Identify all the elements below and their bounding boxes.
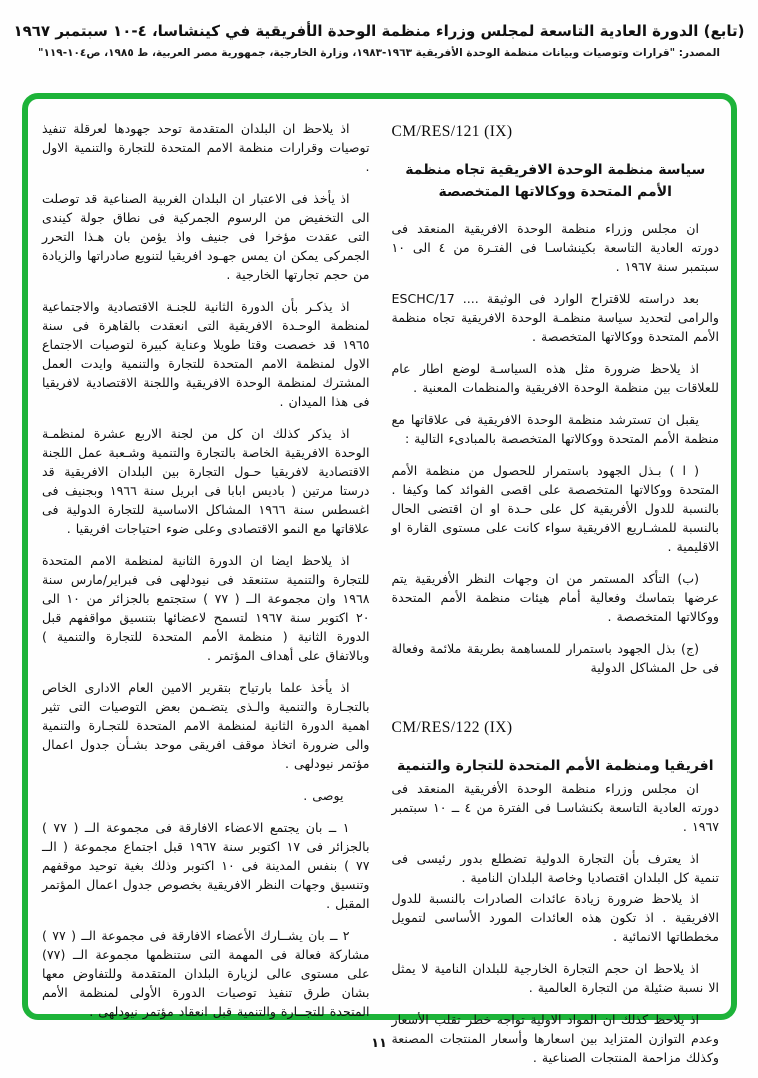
- paragraph: ان مجلس وزراء منظمة الوحدة الافريقية المنعقد فى دورته العادية التاسعة بكينشاسـا فى الفتـرة من ٤ الى ١٠ سبتمبر سنة ١٩٦٧ .: [391, 221, 719, 274]
- resolution-code-121: CM/RES/121 (IX): [391, 123, 513, 140]
- paragraph: يقبل ان تسترشد منظمة الوحدة الافريقية فى علاقاتها مع منظمة الأمم المتحدة ووكالاتها المتخصصة بالمبادىء التالية :: [391, 412, 719, 446]
- paragraph: (ج) بذل الجهود باستمرار للمساهمة بطريقة ملائمة وفعالة فى حل المشاكل الدولية: [391, 641, 719, 675]
- paragraph: ان مجلس وزراء منظمة الوحدة الأفريقية المنعقد فى دورته العادية التاسعة بكنشاسـا فى الفترة من ٤ ــ ١٠ سبتمبر ١٩٦٧ .: [391, 781, 719, 834]
- column-left: [42, 119, 370, 1019]
- paragraph: اذ يذكـر بأن الدورة الثانية للجنـة الاقتصادية والاجتماعية لمنظمة الوحـدة الافريقية التى انعقدت بالقاهرة فى سنة ١٩٦٥ قد خصصت وقتا طويلا وعناية كبيرة لتوصيات الاجتماع الاول لمنظمة الامم المتحدة للتجارة والتنمية وايدت العمل المشترك لمنظمة الوحدة الافريقية واللجنة الاقتصادية لافريقيا فى هذا الميدان .: [42, 299, 370, 409]
- paragraph: يوصى .: [303, 788, 344, 803]
- paragraph: اذ يأخذ فى الاعتبار ان البلدان الغربية الصناعية قد توصلت الى التخفيض من الرسوم الجمركية فى نطاق جولة كيندى التى عقدت مؤخرا فى جنيف واذ يؤمن بان هـذا التحرر الجمركى يمكن ان يمس جهـود افريقيا لتنويع صادراتها والزيادة من حجم تجارتها الخارجية .: [42, 191, 370, 282]
- paragraph: اذ يذكر كذلك ان كل من لجنة الاربع عشرة لمنظمـة الوحدة الافريقية الخاصة بالتجارة والتنمية وشـعبة عمل اللجنة الاقتصادية لافريقيا حـول التجارة بين البلدان الافريقية قد درستا مرتين ( باديس ابابا فى ابريل سنة ١٩٦٦ وبجنيف فى اغسطس سنة ١٩٦٦ المشاكل الاساسية للتجارة الدولية فى علاقاتها مع النمو الاقتصادى وعلى ضوء احتياجات افريقيا .: [42, 426, 370, 536]
- paragraph: اذ يلاحظ ان البلدان المتقدمة توحد جهودها لعرقلة تنفيذ توصيات وقرارات منظمة الامم المتحدة للتجارة والتنمية الاول .: [42, 121, 370, 174]
- paragraph: اذ يعترف بأن التجارة الدولية تضطلع بدور رئيسى فى تنمية كل البلدان اقتصاديا وخاصة البلدان النامية .: [391, 851, 719, 885]
- paragraph: اذ يأخذ علما بارتياح بتقرير الامين العام الادارى الخاص بالتجـارة والتنمية والـذى يتضـمن بعض التوصيات التى تثير اهمية الدورة الثانية لمنظمة الامم المتحدة للتجـارة والتنمية والى ضرورة اتخاذ موقف افريقى موحد بشـأن جدول اعمال مؤتمر نيودلهى .: [42, 680, 370, 771]
- paragraph: اذ يلاحظ ان حجم التجارة الخارجية للبلدان النامية لا يمثل الا نسبة ضئيلة من التجارة العالمية .: [391, 961, 719, 995]
- paragraph: بعد دراسته للاقتراح الوارد فى الوثيقة .... ESCHC/17 والرامى لتحديد سياسة منظمـة الوحدة الافريقية تجاه منظمة الأمم المتحدة ووكالاتها المتخصصة .: [391, 291, 719, 344]
- column-right: [391, 119, 720, 1065]
- paragraph: اذ يلاحظ كذلك ان المواد الاولية تواجه خطر تقلب الأسعار وعدم التوازن المتزايد بين اسعارها وأسعار المنتجات المصنعة وكذلك مزاحمة المنتجات الصناعية .: [391, 1012, 719, 1065]
- session-title: (تابع) الدورة العادية التاسعة لمجلس وزراء منظمة الوحدة الأفريقية في كينشاسا، ٤-١٠ سبتمبر ١٩٦٧: [13, 22, 745, 40]
- document-header: [0, 0, 758, 59]
- paragraph: اذ يلاحظ ضرورة زيادة عائدات الصادرات بالنسبة للدول الافريقية . اذ تكون هذه العائدات المورد الأساسى لتمويل مخططاتها الانمائية .: [391, 891, 719, 944]
- page-number: ١١: [371, 1036, 387, 1051]
- source-citation: المصدر: "قرارات وتوصيات وبيانات منظمة الوحدة الأفريقية ١٩٦٣-١٩٨٣، وزارة الخارجية، جمهورية مصر العربية، ط ١٩٨٥، ص١٠٤-١١٩": [38, 47, 720, 59]
- paragraph: ١ ــ بان يجتمع الاعضاء الافارقة فى مجموعة الــ ( ٧٧ ) بالجزائر فى ١٧ اكتوبر سنة ١٩٦٧ قبل اجتماع مجموعة ( الــ ٧٧ ) بنفس المدينة فى ١٠ اكتوبر وذلك بغية توحيد موقفهم وتنسيق وجهات النظر الافريقية بخصوص جدول اعمال المؤتمر المقبل .: [42, 820, 370, 911]
- paragraph: اذ يلاحظ ايضا ان الدورة الثانية لمنظمة الامم المتحدة للتجارة والتنمية ستنعقد فى نيودلهى فى فبراير/مارس سنة ١٩٦٨ وان مجموعة الــ ( ٧٧ ) ستجتمع بالجزائر من ١٠ الى ٢٠ اكتوبر سنة ١٩٦٧ لتسمح لاعضائها بتنسيق مواقفهم قبل الدورة الثانية ( منظمة الأمم المتحدة للتجارة والتنمية ) وبالاتفاق على أهداف المؤتمر .: [42, 553, 370, 663]
- resolution-title-121: سياسة منظمة الوحدة الافريقية تجاه منظمة الأمم المتحدة ووكالاتها المتخصصة: [405, 162, 706, 200]
- paragraph: اذ يلاحظ ضرورة مثل هذه السياسـة لوضع اطار عام للعلاقات بين منظمة الوحدة الافريقية والمنظمات المعنية .: [391, 361, 719, 395]
- paragraph: ٢ ــ بان يشــارك الأعضاء الافارقة فى مجموعة الــ ( ٧٧ ) مشاركة فعالة فى المهمة التى ستنظمها مجموعة الــ (٧٧) على مستوى عالى لزيارة البلدان المتقدمة وللتفاوض معها بشان طرق تنفيذ توصيات الدورة الأولى لمنظمة الأمم المتحدة للتجــارة والتنمية قبل انعقاد مؤتمر نيودلهى .: [42, 928, 370, 1019]
- resolution-code-122: CM/RES/122 (IX): [391, 719, 513, 736]
- resolution-title-122: افريقيا ومنظمة الأمم المتحدة للتجارة والتنمية: [396, 758, 714, 774]
- paragraph: (ب) التأكد المستمر من ان وجهات النظر الأفريقية يتم عرضها بتماسك وفعالية أمام هيئات منظمة الأمم المتحدة ووكالاتها المتخصصة .: [391, 571, 719, 624]
- paragraph: ( ا ) بـذل الجهود باستمرار للحصول من منظمة الأمم المتحدة ووكالاتها المتخصصة على اقصى الفوائد كما وكيفا . بالنسبة للدول الأفريقية كل على حـدة او ان اقتضى الحال بالنسبة للمشـاريع الافريقية سواء كانت على مستوى القارة او الاقليمية .: [391, 463, 719, 554]
